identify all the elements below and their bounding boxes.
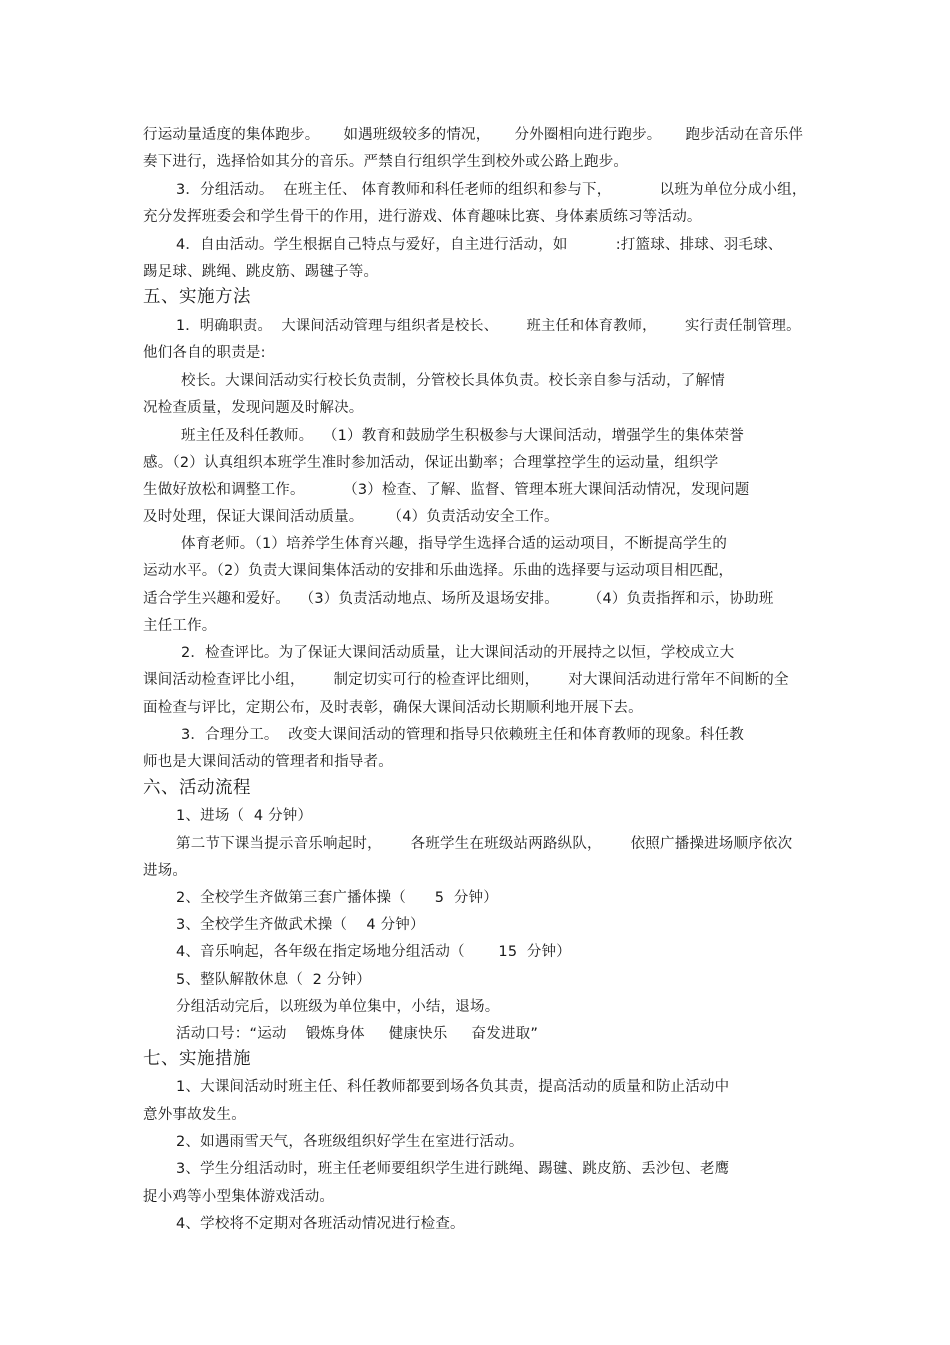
paragraph-line: 2、如遇雨雪天气，各班级组织好学生在室进行活动。 [176, 1134, 524, 1150]
paragraph-line: 奏下进行，选择恰如其分的音乐。严禁自行组织学生到校外或公路上跑步。 [143, 154, 629, 170]
paragraph-line: 分组活动完后，以班级为单位集中，小结，退场。 [176, 999, 500, 1015]
paragraph-line: 课间活动检查评比小组， 制定切实可行的检查评比细则， 对大课间活动进行常年不间断的全 [143, 672, 789, 688]
paragraph-line: 进场。 [143, 863, 188, 879]
paragraph-line: 3、学生分组活动时，班主任老师要组织学生进行跳绳、踢毽、跳皮筋、丢沙包、老鹰 [176, 1161, 730, 1177]
paragraph-line: 充分发挥班委会和学生骨干的作用，进行游戏、体育趣味比赛、身体素质练习等活动。 [143, 209, 702, 225]
paragraph-line: 意外事故发生。 [143, 1107, 246, 1123]
paragraph-line: 踢足球、跳绳、跳皮筋、踢毽子等。 [143, 264, 379, 280]
paragraph-line: 感。（2）认真组织本班学生准时参加活动，保证出勤率；合理掌控学生的运动量，组织学 [143, 455, 719, 471]
paragraph-line: 捉小鸡等小型集体游戏活动。 [143, 1189, 335, 1205]
paragraph-line: 行运动量适度的集体跑步。 如遇班级较多的情况， 分外圈相向进行跑步。 跑步活动在音乐伴 [143, 127, 804, 143]
paragraph-line: 4．自由活动。学生根据自己特点与爱好，自主进行活动，如 :打篮球、排球、羽毛球、 [176, 237, 783, 253]
paragraph-line: 2．检查评比。为了保证大课间活动质量，让大课间活动的开展持之以恒，学校成立大 [181, 645, 735, 661]
paragraph-line: 况检查质量，发现问题及时解决。 [143, 400, 364, 416]
paragraph-line: 生做好放松和调整工作。 （3）检查、了解、监督、管理本班大课间活动情况，发现问题 [143, 482, 750, 498]
section-heading: 五、实施方法 [143, 287, 251, 307]
paragraph-line: 他们各自的职责是: [143, 345, 266, 361]
paragraph-line: 1、进场（ 4 分钟） [176, 808, 313, 824]
paragraph-line: 3．合理分工。 改变大课间活动的管理和指导只依赖班主任和体育教师的现象。科任教 [181, 727, 744, 743]
paragraph-line: 主任工作。 [143, 618, 217, 634]
paragraph-line: 班主任及科任教师。 （1）教育和鼓励学生积极参与大课间活动，增强学生的集体荣誉 [181, 428, 744, 444]
paragraph-line: 师也是大课间活动的管理者和指导者。 [143, 754, 393, 770]
paragraph-line: 1．明确职责。 大课间活动管理与组织者是校长、 班主任和体育教师， 实行责任制管理。 [176, 318, 801, 334]
paragraph-line: 活动口号：“运动 锻炼身体 健康快乐 奋发进取” [176, 1026, 539, 1042]
paragraph-line: 2、全校学生齐做第三套广播体操（ 5 分钟） [176, 890, 498, 906]
paragraph-line: 体育老师。（1）培养学生体育兴趣，指导学生选择合适的运动项目，不断提高学生的 [181, 536, 728, 552]
paragraph-line: 面检查与评比，定期公布，及时表彰，确保大课间活动长期顺利地开展下去。 [143, 700, 643, 716]
paragraph-line: 及时处理，保证大课间活动质量。 （4）负责活动安全工作。 [143, 509, 559, 525]
paragraph-line: 校长。大课间活动实行校长负责制，分管校长具体负责。校长亲自参与活动，了解情 [181, 373, 725, 389]
paragraph-line: 4、学校将不定期对各班活动情况进行检查。 [176, 1216, 465, 1232]
paragraph-line: 3、全校学生齐做武术操（ 4 分钟） [176, 917, 425, 933]
paragraph-line: 适合学生兴趣和爱好。 （3）负责活动地点、场所及退场安排。 （4）负责指挥和示，协助班 [143, 591, 774, 607]
paragraph-line: 3．分组活动。 在班主任、 体育教师和科任老师的组织和参与下， 以班为单位分成小组， [176, 182, 807, 198]
section-heading: 七、实施措施 [143, 1049, 251, 1069]
section-heading: 六、活动流程 [143, 778, 251, 798]
paragraph-line: 1、大课间活动时班主任、科任教师都要到场各负其责，提高活动的质量和防止活动中 [176, 1079, 730, 1095]
paragraph-line: 5、整队解散休息（ 2 分钟） [176, 972, 371, 988]
paragraph-line: 运动水平。（2）负责大课间集体活动的安排和乐曲选择。乐曲的选择要与运动项目相匹配， [143, 563, 734, 579]
paragraph-line: 4、音乐响起，各年级在指定场地分组活动（ 15 分钟） [176, 944, 571, 960]
paragraph-line: 第二节下课当提示音乐响起时， 各班学生在班级站两路纵队， 依照广播操进场顺序依次 [176, 836, 793, 852]
